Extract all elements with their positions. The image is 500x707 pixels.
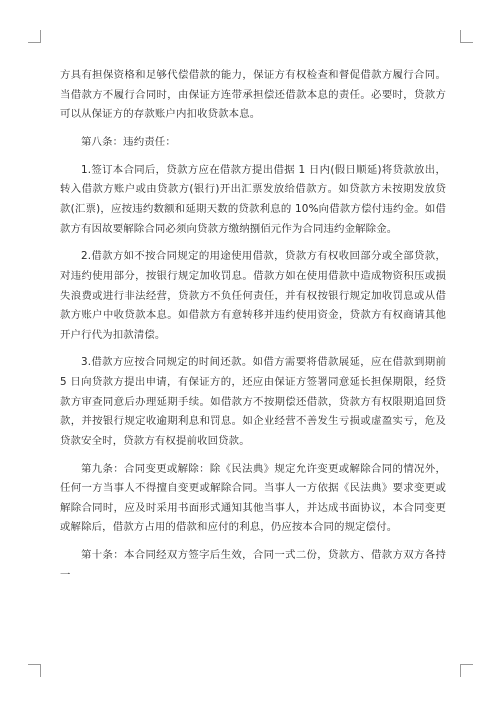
paragraph-clause-8-3: 3.借款方应按合同规定的时间还款。如借方需要将借款展延，应在借款到期前 5 日向贷款方提出申请，有保证方的，还应由保证方签署同意延长担保期限，经贷款方审查同意后办理延期手续。如借款方不按期偿还借款，贷款方有权限期追回贷款，并按银行规定收逾期利息和罚息。如企业经营不善发生亏损或虚盈实亏，危及贷款安全时，贷款方有权提前收回贷款。 (60, 356, 446, 447)
crop-mark-top-left (28, 30, 41, 43)
document-body (60, 66, 446, 594)
crop-mark-top-right (460, 30, 473, 43)
paragraph-clause-8-2: 2.借款方如不按合同规定的用途使用借款，贷款方有权收回部分或全部贷款，对违约使用部分，按银行规定加收罚息。借款方如在使用借款中造成物资积压或损失浪费或进行非法经营，贷款方不负任何责任，并有权按银行规定加收罚息或从借款方账户中收贷款本息。如借款方有意转移并违约使用资金，贷款方有权商请其他开户行代为扣款清偿。 (60, 250, 446, 341)
crop-mark-bottom-left (28, 664, 41, 677)
paragraph-guarantor-continuation: 方具有担保资格和足够代偿借款的能力，保证方有权检查和督促借款方履行合同。当借款方不履行合同时，由保证方连带承担偿还借款本息的责任。必要时，贷款方可以从保证方的存款账户内扣收贷款本息。 (60, 69, 446, 121)
paragraph-article-9: 第九条：合同变更或解除：除《民法典》规定允许变更或解除合同的情况外，任何一方当事人不得擅自变更或解除合同。当事人一方依据《民法典》要求变更或解除合同时，应及时采用书面形式通知其他当事人，并达成书面协议，本合同变更或解除后，借款方占用的借款和应付的利息，仍应按本合同的规定偿付。 (60, 462, 446, 534)
paragraph-article-10: 第十条：本合同经双方签字后生效，合同一式二份，贷款方、借款方双方各持一 (60, 549, 446, 581)
crop-mark-bottom-right (460, 664, 473, 677)
heading-article-8: 第八条：违约责任： (81, 135, 176, 148)
paragraph-clause-8-1: 1.签订本合同后，贷款方应在借款方提出借据 1 日内(假日顺延)将贷款放出，转入借款方账户或由贷款方(银行)开出汇票发放给借款方。如贷款方未按期发放贷款(汇票)，应按违约数额和延期天数的贷款利息的 10%向借款方偿付违约金。如借款方有因故要解除合同必须向贷款方缴纳捌佰元作为合同违约金解除金。 (60, 163, 446, 235)
